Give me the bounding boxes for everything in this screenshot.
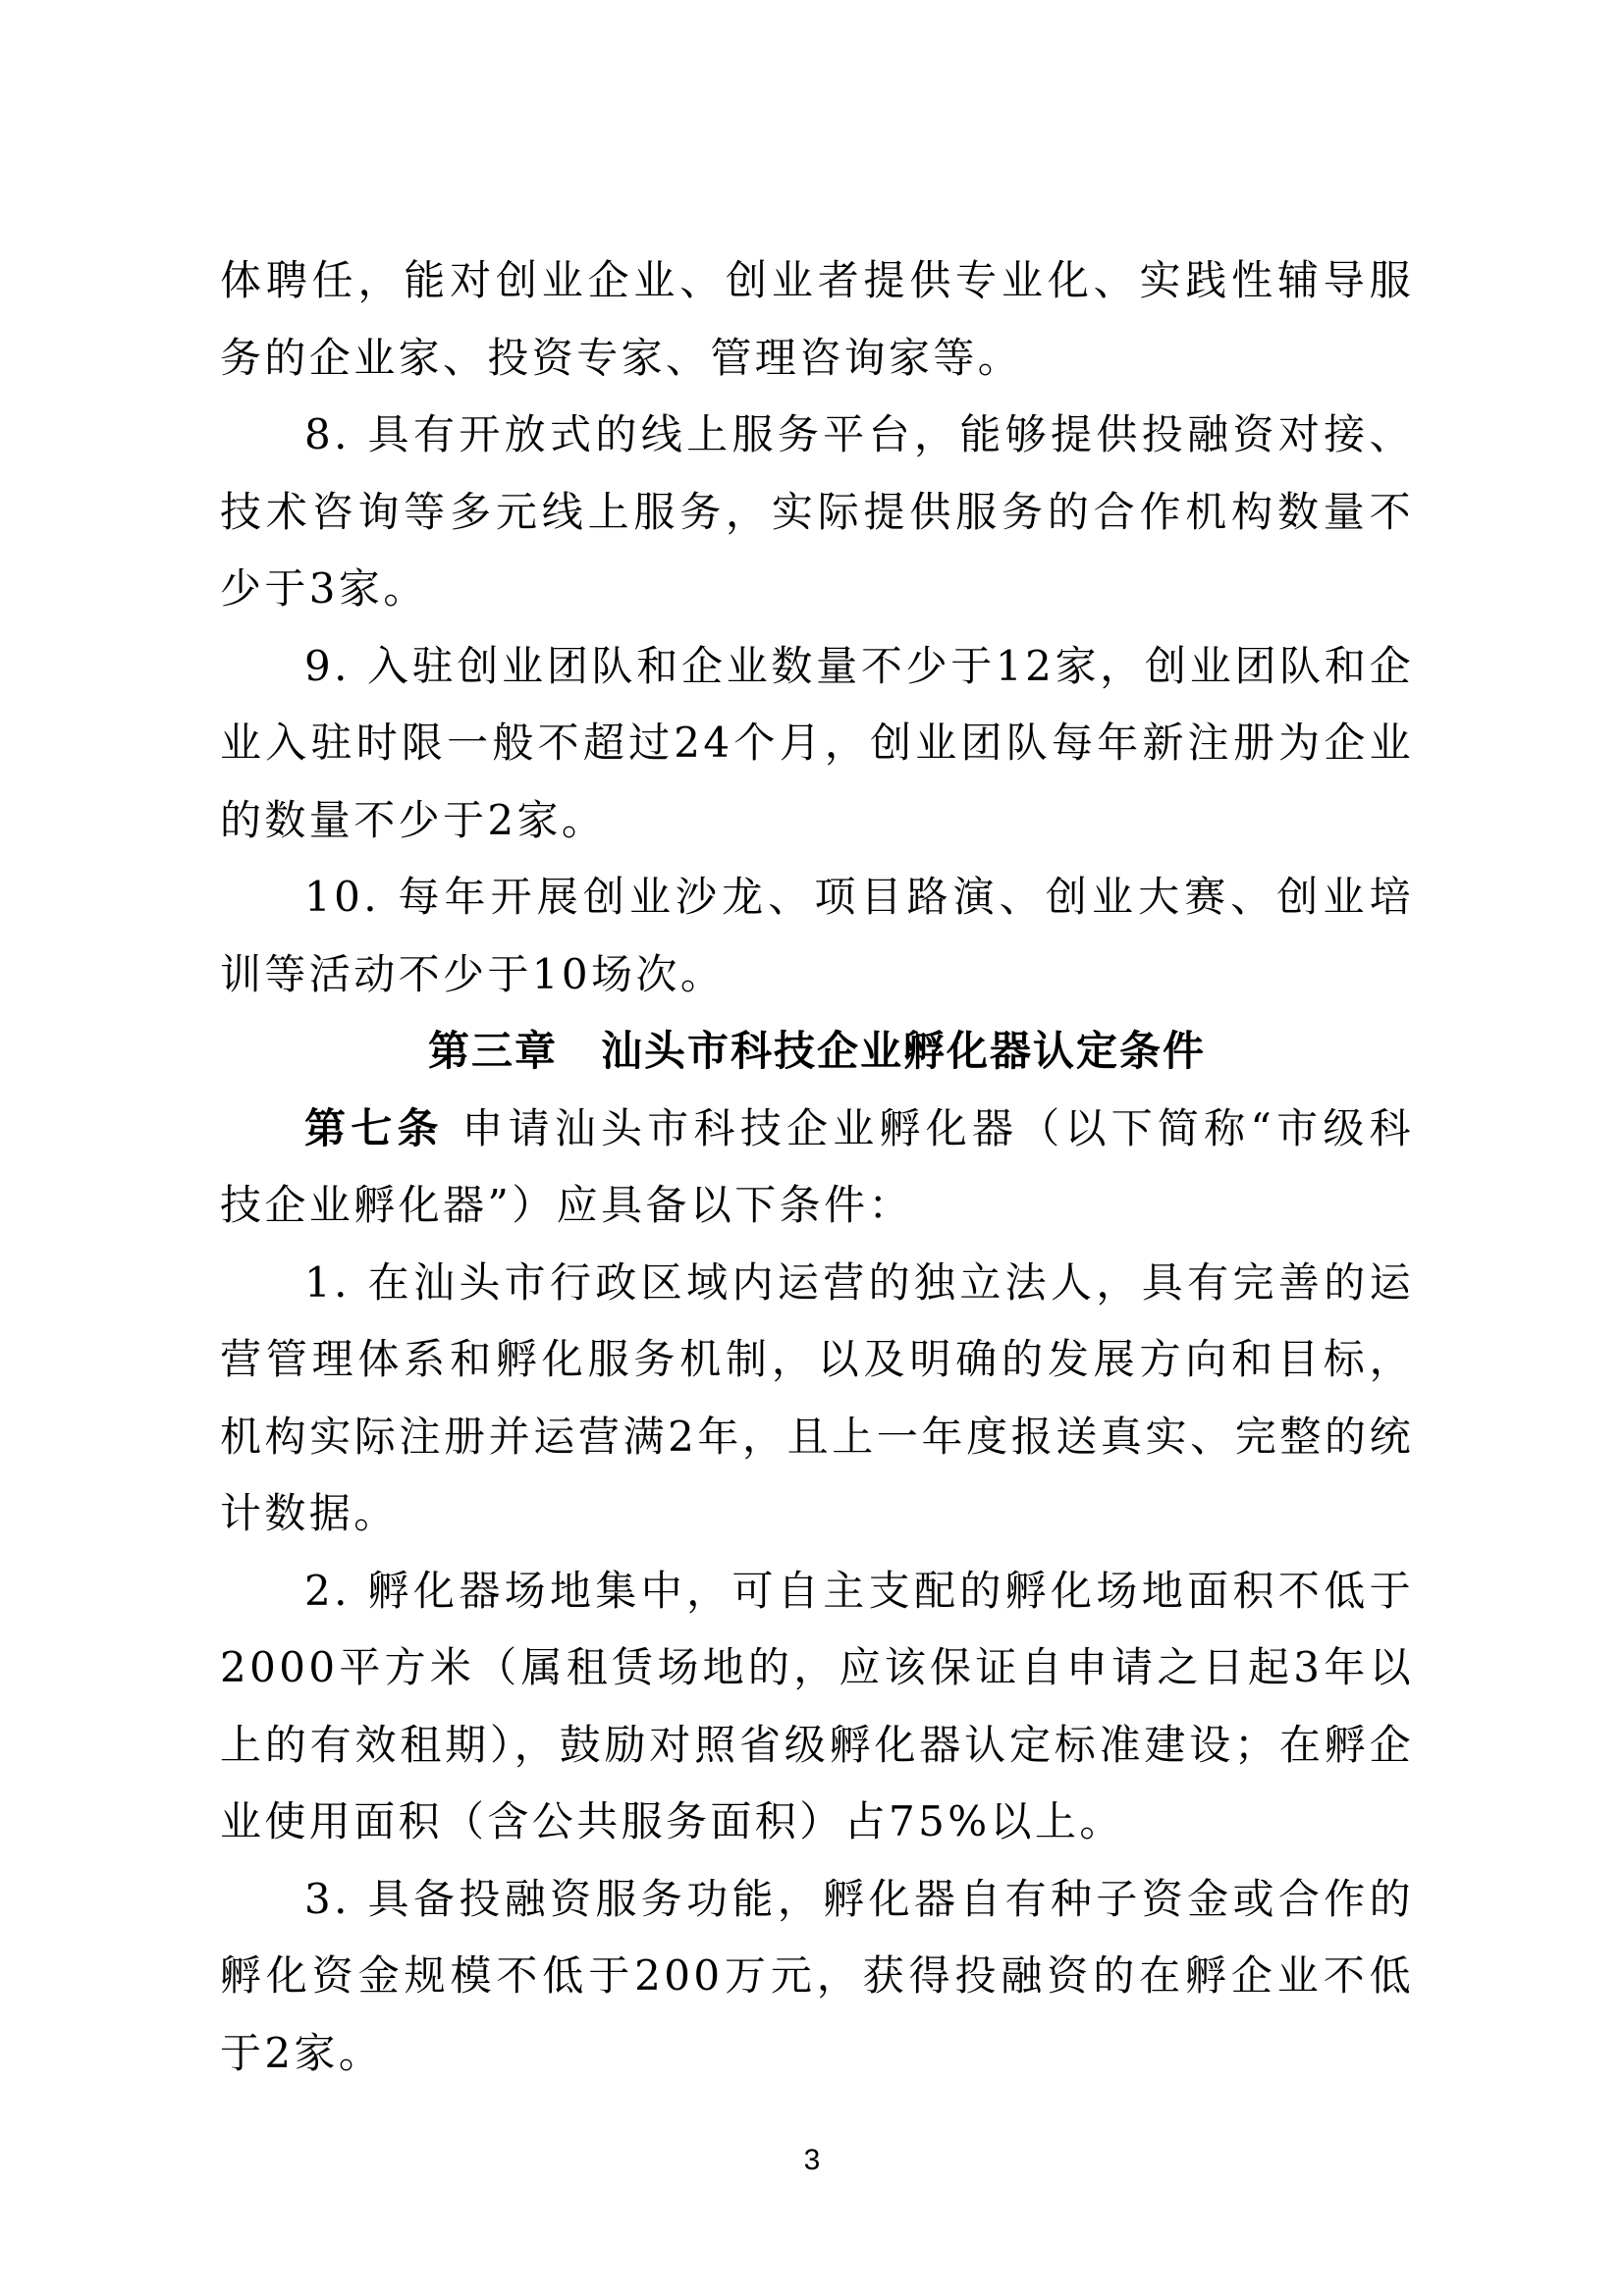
document-body [220, 242, 1414, 2092]
condition-item-3: 3. 具备投融资服务功能，孵化器自有种子资金或合作的孵化资金规模不低于200万元，获得投融资的在孵企业不低于2家。 [220, 1874, 1414, 2077]
article-text: 申请汕头市科技企业孵化器（以下简称“市级科技企业孵化器”）应具备以下条件： [220, 1103, 1415, 1229]
paragraph-continued: 体聘任，能对创业企业、创业者提供专业化、实践性辅导服务的企业家、投资专家、管理咨询家等。 [220, 256, 1414, 382]
page-number: 3 [803, 2144, 821, 2176]
article-label: 第七条 [304, 1103, 444, 1152]
condition-item-1: 1. 在汕头市行政区域内运营的独立法人，具有完善的运营管理体系和孵化服务机制，以及明确的发展方向和目标，机构实际注册并运营满2年，且上一年度报送真实、完整的统计数据。 [220, 1257, 1414, 1537]
paragraph-item-8: 8. 具有开放式的线上服务平台，能够提供投融资对接、技术咨询等多元线上服务，实际提供服务的合作机构数量不少于3家。 [220, 410, 1414, 613]
paragraph-item-9: 9. 入驻创业团队和企业数量不少于12家，创业团队和企业入驻时限一般不超过24个月，创业团队每年新注册为企业的数量不少于2家。 [220, 641, 1414, 844]
chapter-heading: 第三章 汕头市科技企业孵化器认定条件 [427, 1027, 1206, 1075]
condition-item-2: 2. 孵化器场地集中，可自主支配的孵化场地面积不低于2000平方米（属租赁场地的，应该保证自申请之日起3年以上的有效租期），鼓励对照省级孵化器认定标准建设；在孵企业使用面积（含公共服务面积）占75%以上。 [220, 1566, 1414, 1845]
paragraph-item-10: 10. 每年开展创业沙龙、项目路演、创业大赛、创业培训等活动不少于10场次。 [220, 873, 1414, 998]
article-seven [220, 1091, 1414, 1245]
